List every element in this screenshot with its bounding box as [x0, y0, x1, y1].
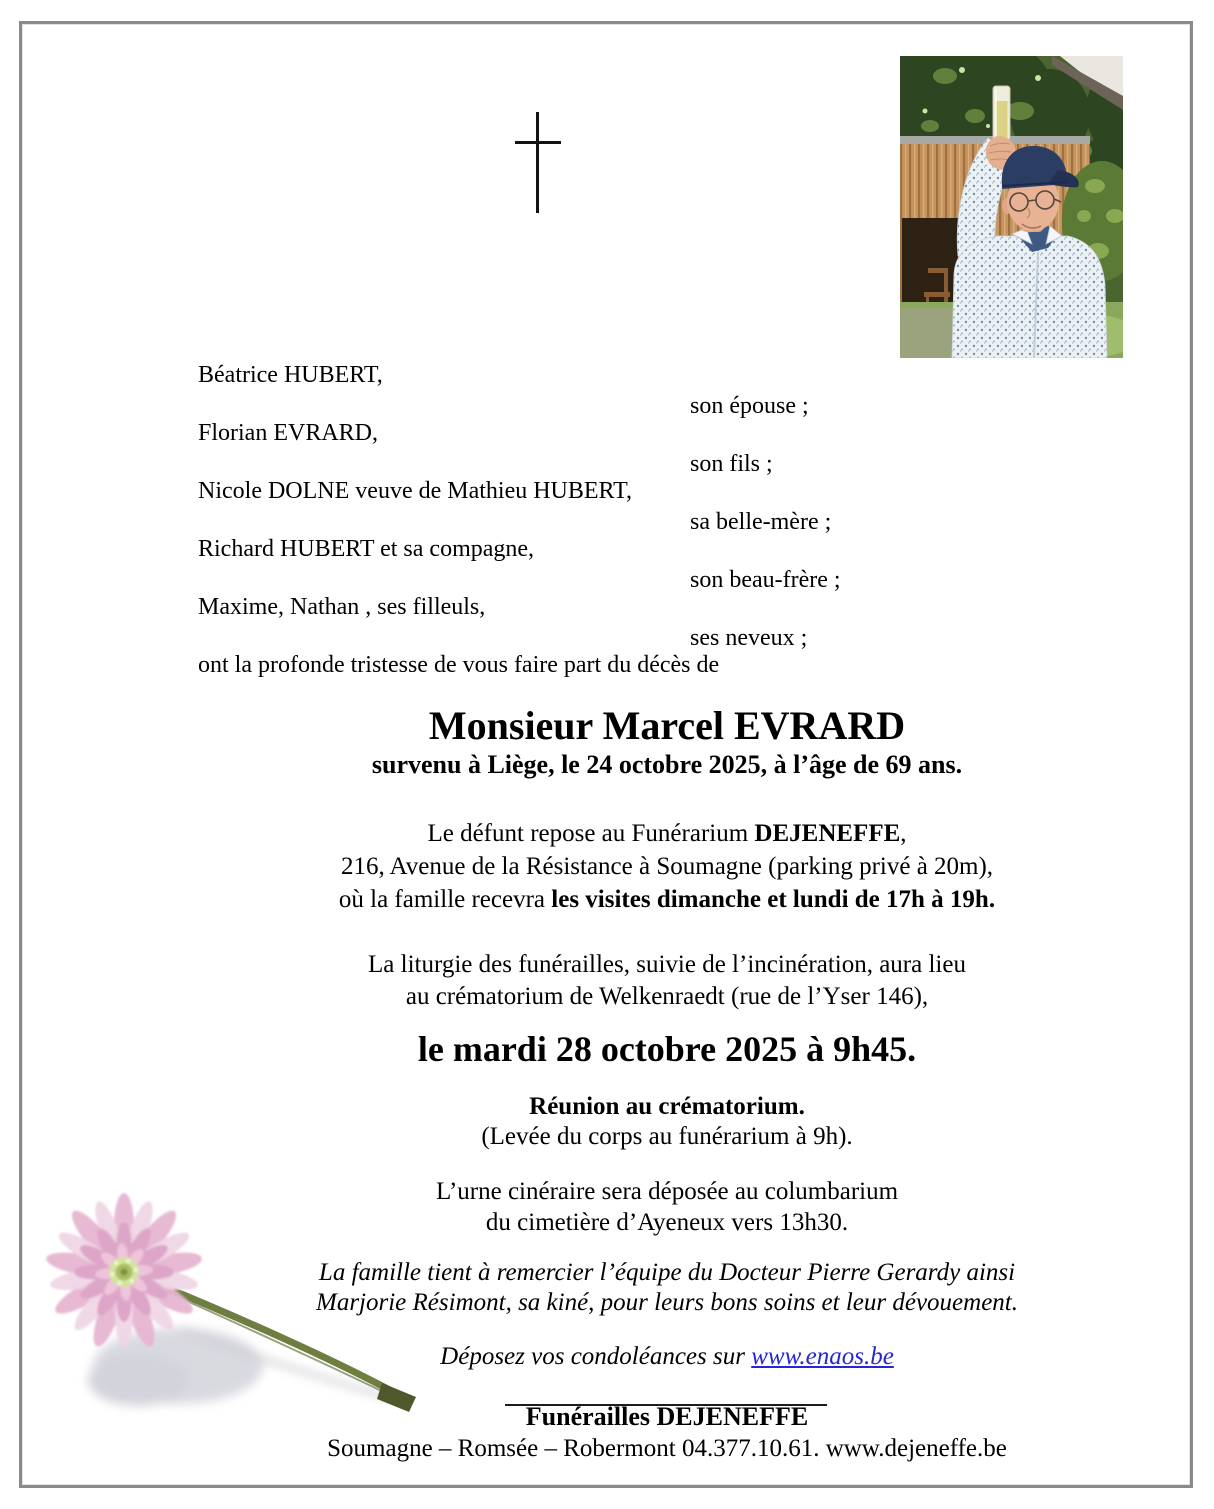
- thanks-line-2: Marjorie Résimont, sa kiné, pour leurs bons soins et leur dévouement.: [316, 1289, 1018, 1316]
- family-name-5: Maxime, Nathan , ses filleuls,: [198, 594, 486, 620]
- meeting-line: Réunion au crématorium.: [529, 1093, 805, 1120]
- funeral-home-name: Funérailles DEJENEFFE: [525, 1402, 809, 1431]
- repose-line-3-regular: où la famille recevra: [338, 886, 552, 913]
- repose-line-1-end: ,: [900, 820, 907, 847]
- repose-line-1: [160, 819, 1174, 849]
- family-relation-1: son épouse ;: [690, 393, 809, 419]
- family-relation-2: son fils ;: [690, 451, 773, 477]
- family-name-2: Florian EVRARD,: [198, 420, 378, 446]
- death-date-line: survenu à Liège, le 24 octobre 2025, à l’âge de 69 ans.: [371, 750, 963, 779]
- repose-line-3-bold: les visites dimanche et lundi de 17h à 19h.: [551, 886, 996, 913]
- repose-line-1-bold: DEJENEFFE: [754, 820, 901, 847]
- urn-line-2: du cimetière d’Ayeneux vers 13h30.: [485, 1209, 849, 1236]
- repose-line-2: 216, Avenue de la Résistance à Soumagne (parking privé à 20m),: [340, 853, 994, 880]
- condolences-link[interactable]: www.enaos.be: [751, 1343, 894, 1370]
- liturgy-line-2: au crématorium de Welkenraedt (rue de l’Yser 146),: [405, 983, 929, 1010]
- repose-line-3: [160, 885, 1174, 915]
- family-relation-4: son beau-frère ;: [690, 567, 841, 593]
- liturgy-line-1: La liturgie des funérailles, suivie de l’incinération, aura lieu: [368, 951, 966, 978]
- funeral-date-line: le mardi 28 octobre 2025 à 9h45.: [417, 1029, 917, 1069]
- cross-vertical-bar: [536, 112, 539, 213]
- condolences-text: Déposez vos condoléances sur: [440, 1343, 752, 1370]
- thanks-line-1: La famille tient à remercier l’équipe du Docteur Pierre Gerardy ainsi: [318, 1259, 1016, 1286]
- levee-line: (Levée du corps au funérarium à 9h).: [481, 1123, 853, 1150]
- family-relation-5: ses neveux ;: [690, 625, 808, 651]
- intro-line: ont la profonde tristesse de vous faire part du décès de: [198, 652, 720, 678]
- portrait-photo: [900, 56, 1123, 358]
- urn-line-1: L’urne cinéraire sera déposée au columbarium: [435, 1178, 899, 1205]
- family-name-1: Béatrice HUBERT,: [198, 362, 383, 388]
- repose-line-1-regular: Le défunt repose au Funérarium: [427, 820, 755, 847]
- family-relation-3: sa belle-mère ;: [690, 509, 832, 535]
- funeral-home-locations: Soumagne – Romsée – Robermont 04.377.10.61. www.dejeneffe.be: [327, 1435, 1007, 1462]
- page-title-deceased-name: Monsieur Marcel EVRARD: [428, 703, 906, 748]
- family-name-3: Nicole DOLNE veuve de Mathieu HUBERT,: [198, 478, 633, 504]
- cross-horizontal-bar: [515, 141, 561, 144]
- family-name-4: Richard HUBERT et sa compagne,: [198, 536, 535, 562]
- condolences-line: [160, 1342, 1174, 1372]
